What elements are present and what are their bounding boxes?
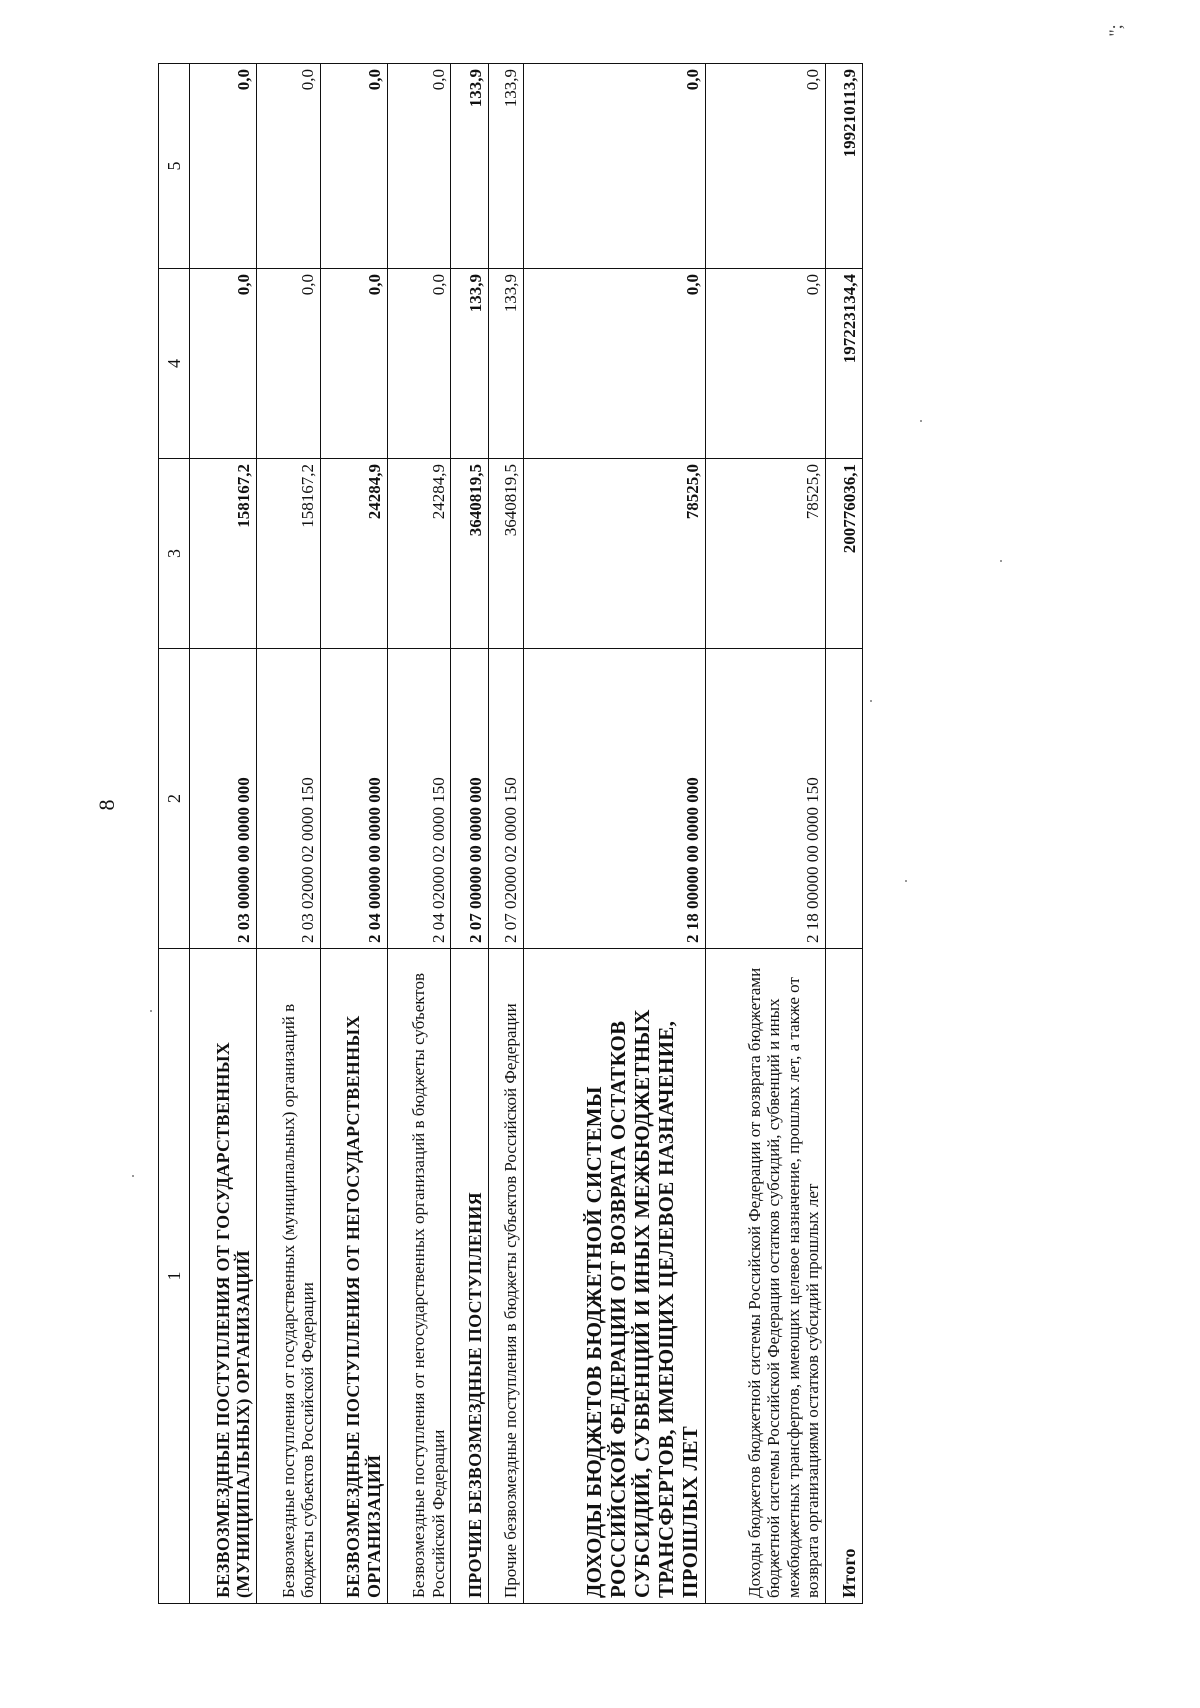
row-value-col3: 158167,2 — [257, 459, 321, 649]
row-value-col5: 0,0 — [257, 64, 321, 269]
row-value-col3: 78525,0 — [705, 459, 825, 649]
row-value-col5: 0,0 — [320, 64, 387, 269]
row-value-col4: 197223134,4 — [825, 269, 862, 459]
row-value-col3: 24284,9 — [320, 459, 387, 649]
total-row — [825, 64, 862, 1604]
row-name-cell: Прочие безвозмездные поступления в бюджеты субъектов Российской Федерации — [488, 949, 523, 1604]
column-header-1: 1 — [159, 949, 190, 1604]
row-value-col5: 133,9 — [451, 64, 488, 269]
row-value-col4: 0,0 — [257, 269, 321, 459]
row-code-cell: 2 18 00000 00 0000 000 — [523, 649, 705, 949]
table-row — [705, 64, 825, 1604]
row-value-col3: 3640819,5 — [451, 459, 488, 649]
row-value-col3: 24284,9 — [387, 459, 451, 649]
scan-speck — [1000, 560, 1002, 562]
row-value-col5: 0,0 — [705, 64, 825, 269]
row-code-cell: 2 03 00000 00 0000 000 — [190, 649, 257, 949]
table-row — [451, 64, 488, 1604]
row-value-col4: 0,0 — [705, 269, 825, 459]
table-row — [320, 64, 387, 1604]
row-code-cell: 2 04 00000 00 0000 000 — [320, 649, 387, 949]
row-code-cell: 2 04 02000 02 0000 150 — [387, 649, 451, 949]
table-row — [190, 64, 257, 1604]
scan-speck — [132, 1175, 134, 1177]
column-header-5: 5 — [159, 64, 190, 269]
table-body — [190, 64, 863, 1604]
row-code-cell: 2 18 00000 00 0000 150 — [705, 649, 825, 949]
row-code-cell: 2 03 02000 02 0000 150 — [257, 649, 321, 949]
row-name-cell: ДОХОДЫ БЮДЖЕТОВ БЮДЖЕТНОЙ СИСТЕМЫ РОССИЙСКОЙ ФЕДЕРАЦИИ ОТ ВОЗВРАТА ОСТАТКОВ СУБСИДИЙ, СУБВЕНЦИЙ И ИНЫХ МЕЖБЮДЖЕТНЫХ ТРАНСФЕРТОВ, ИМЕЮЩИХ ЦЕЛЕВОЕ НАЗНАЧЕНИЕ, ПРОШЛЫХ ЛЕТ — [523, 949, 705, 1604]
row-value-col3: 158167,2 — [190, 459, 257, 649]
row-value-col3: 200776036,1 — [825, 459, 862, 649]
row-name-cell: ПРОЧИЕ БЕЗВОЗМЕЗДНЫЕ ПОСТУПЛЕНИЯ — [451, 949, 488, 1604]
table-row — [387, 64, 451, 1604]
row-value-col5: 133,9 — [488, 64, 523, 269]
row-value-col4: 0,0 — [320, 269, 387, 459]
scan-speck — [920, 420, 922, 422]
row-value-col5: 0,0 — [190, 64, 257, 269]
row-value-col4: 0,0 — [387, 269, 451, 459]
scan-speck — [870, 700, 872, 702]
row-name-cell: Безвозмездные поступления от государственных (муниципальных) организаций в бюджеты субъектов Российской Федерации — [257, 949, 321, 1604]
table-row — [257, 64, 321, 1604]
scan-speck — [905, 880, 907, 882]
column-header-2: 2 — [159, 649, 190, 949]
budget-table-container — [158, 64, 863, 1604]
row-code-cell — [825, 649, 862, 949]
row-value-col4: 133,9 — [451, 269, 488, 459]
table-row — [523, 64, 705, 1604]
row-value-col4: 0,0 — [190, 269, 257, 459]
row-value-col5: 199210113,9 — [825, 64, 862, 269]
row-value-col3: 3640819,5 — [488, 459, 523, 649]
column-header-4: 4 — [159, 269, 190, 459]
row-name-cell: БЕЗВОЗМЕЗДНЫЕ ПОСТУПЛЕНИЯ ОТ НЕГОСУДАРСТВЕННЫХ ОРГАНИЗАЦИЙ — [320, 949, 387, 1604]
column-header-3: 3 — [159, 459, 190, 649]
row-value-col3: 78525,0 — [523, 459, 705, 649]
table-row — [488, 64, 523, 1604]
row-value-col5: 0,0 — [387, 64, 451, 269]
page-number: 8 — [94, 799, 119, 811]
corner-mark: "; — [1105, 24, 1126, 37]
budget-revenue-table — [158, 63, 863, 1604]
scan-speck — [150, 1010, 152, 1012]
row-name-cell: БЕЗВОЗМЕЗДНЫЕ ПОСТУПЛЕНИЯ ОТ ГОСУДАРСТВЕННЫХ (МУНИЦИПАЛЬНЫХ) ОРГАНИЗАЦИЙ — [190, 949, 257, 1604]
row-value-col4: 0,0 — [523, 269, 705, 459]
row-code-cell: 2 07 00000 00 0000 000 — [451, 649, 488, 949]
table-header-row — [159, 64, 190, 1604]
row-code-cell: 2 07 02000 02 0000 150 — [488, 649, 523, 949]
row-value-col4: 133,9 — [488, 269, 523, 459]
row-name-cell: Безвозмездные поступления от негосударственных организаций в бюджеты субъектов Российской Федерации — [387, 949, 451, 1604]
row-value-col5: 0,0 — [523, 64, 705, 269]
row-name-cell: Итого — [825, 949, 862, 1604]
row-name-cell: Доходы бюджетов бюджетной системы Российской Федерации от возврата бюджетами бюджетной системы Российской Федерации остатков субсидий, субвенций и иных межбюджетных трансфертов, имеющих целевое назначение, прошлых лет, а также от возврата организациями остатков субсидий прошлых лет — [705, 949, 825, 1604]
